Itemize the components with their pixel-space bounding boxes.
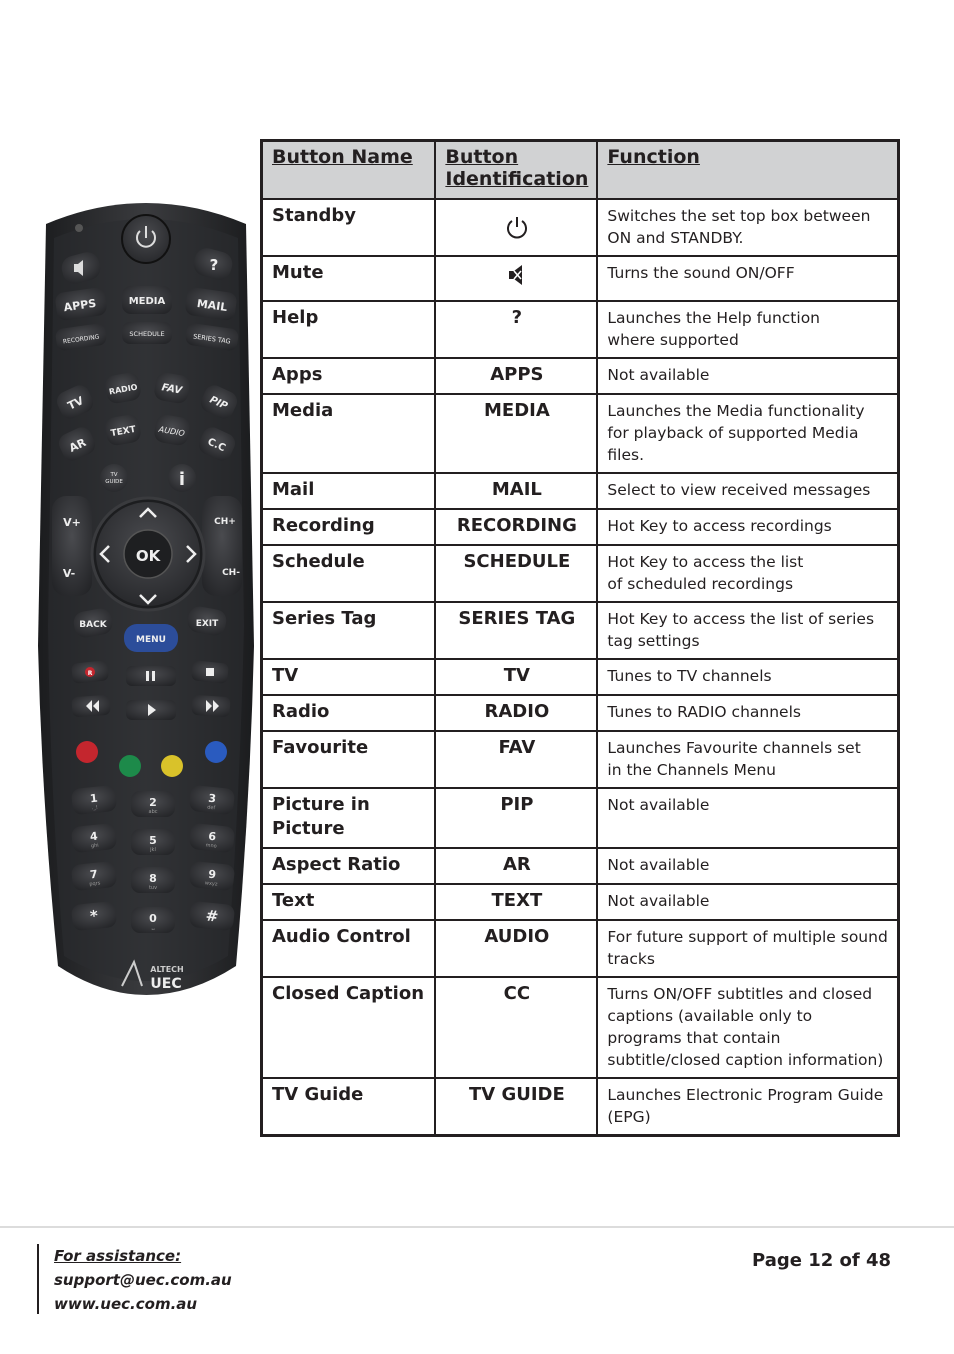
button-identification-cell: TEXT — [435, 884, 597, 920]
keypad-key-number: 0 — [149, 912, 157, 925]
yellow-button — [161, 755, 183, 777]
button-identification-cell: PIP — [435, 788, 597, 848]
assistance-label: For assistance: — [54, 1247, 182, 1265]
keypad-key-letters: jkl — [150, 847, 156, 853]
remote-control-image — [36, 186, 256, 1016]
keypad-key — [189, 901, 235, 931]
tv-guide-label-2: GUIDE — [105, 479, 123, 485]
keypad-key — [71, 823, 117, 853]
power-icon — [505, 214, 529, 240]
exit-label: EXIT — [195, 619, 219, 629]
button-name-cell: Closed Caption — [262, 977, 436, 1078]
button-name-cell: Mail — [262, 473, 436, 509]
pause-icon — [146, 671, 149, 681]
brand-small-label: ALTECH — [150, 965, 184, 974]
table-row — [262, 920, 899, 977]
keypad-key — [131, 829, 175, 855]
button-name-cell: Favourite — [262, 731, 436, 788]
keypad-key-number: 6 — [207, 829, 217, 844]
button-name-cell: Standby — [262, 199, 436, 256]
vol-down-label: V- — [62, 567, 76, 580]
keypad-key-letters: tuv — [148, 885, 158, 891]
keypad-key-letters: ghi — [90, 842, 99, 850]
function-cell: Tunes to RADIO channels — [597, 695, 898, 731]
button-name-cell: Picture in Picture — [262, 788, 436, 848]
keypad-key — [189, 823, 235, 853]
table-row — [262, 509, 899, 545]
function-cell: Launches Electronic Program Guide (EPG) — [597, 1078, 898, 1136]
function-cell: Tunes to TV channels — [597, 659, 898, 695]
button-name-cell: Mute — [262, 256, 436, 301]
keypad-key-letters: mno — [205, 842, 218, 850]
button-name-cell: Recording — [262, 509, 436, 545]
function-cell: Not available — [597, 358, 898, 394]
header-button-name: Button Name — [262, 141, 436, 199]
vol-up-label: V+ — [63, 516, 81, 529]
button-identification-cell: TV GUIDE — [435, 1078, 597, 1136]
button-name-cell: Media — [262, 394, 436, 473]
button-name-cell: TV Guide — [262, 1078, 436, 1136]
function-cell: Hot Key to access recordings — [597, 509, 898, 545]
footer-accent-bar — [37, 1244, 39, 1314]
table-row — [262, 659, 899, 695]
button-identification-cell: RADIO — [435, 695, 597, 731]
rec-label: R — [87, 670, 93, 677]
function-cell: Not available — [597, 788, 898, 848]
button-identification-cell: SCHEDULE — [435, 545, 597, 602]
audio-label: AUDIO — [158, 424, 186, 439]
button-identification-cell: ? — [435, 301, 597, 358]
ok-label: OK — [135, 547, 161, 565]
help-label: ? — [209, 256, 219, 274]
table-row — [262, 358, 899, 394]
tv-guide-label-1: TV — [110, 472, 118, 478]
keypad-key-letters: abc — [148, 809, 158, 815]
button-identification-cell — [435, 256, 597, 301]
footer-contact — [54, 1244, 232, 1316]
button-name-cell: TV — [262, 659, 436, 695]
radio-label: RADIO — [108, 382, 139, 397]
button-identification-cell: AR — [435, 848, 597, 884]
button-name-cell: Help — [262, 301, 436, 358]
button-identification-cell: SERIES TAG — [435, 602, 597, 659]
keypad-key-letters: ._! — [91, 804, 99, 812]
keypad-key-letters: def — [206, 804, 216, 812]
button-name-cell: Aspect Ratio — [262, 848, 436, 884]
keypad-key — [71, 861, 117, 891]
button-name-cell: Series Tag — [262, 602, 436, 659]
keypad-key-letters: pqrs — [89, 880, 101, 888]
keypad-key-letters: wxyz — [204, 880, 218, 888]
keypad-key-number: * — [89, 906, 99, 926]
keypad-key-letters: ␣ — [151, 925, 155, 931]
table-row — [262, 394, 899, 473]
keypad-key-number: 7 — [89, 867, 99, 882]
function-cell: Launches the Media functionality for playback of supported Media files. — [597, 394, 898, 473]
menu-label: MENU — [136, 635, 166, 645]
table-row — [262, 977, 899, 1078]
keypad-key-number: 3 — [207, 791, 217, 806]
table-row — [262, 848, 899, 884]
keypad-key-number: 8 — [149, 872, 157, 885]
keypad-key-number: 9 — [207, 867, 217, 882]
function-cell: Select to view received messages — [597, 473, 898, 509]
button-identification-cell: FAV — [435, 731, 597, 788]
button-name-cell: Apps — [262, 358, 436, 394]
blue-button — [205, 741, 227, 763]
function-cell: Hot Key to access the list of series tag settings — [597, 602, 898, 659]
keypad-key — [189, 785, 235, 815]
support-email-link[interactable]: support@uec.com.au — [54, 1271, 232, 1289]
button-identification-cell: MAIL — [435, 473, 597, 509]
button-identification-cell: CC — [435, 977, 597, 1078]
button-name-cell: Radio — [262, 695, 436, 731]
function-cell: Switches the set top box between ON and STANDBY. — [597, 199, 898, 256]
function-cell: For future support of multiple sound tracks — [597, 920, 898, 977]
info-label: i — [178, 469, 186, 490]
keypad-key-number: 4 — [89, 829, 99, 844]
table-header-row — [262, 141, 899, 199]
button-identification-cell: AUDIO — [435, 920, 597, 977]
keypad-key-number: 1 — [89, 791, 99, 806]
apps-label: APPS — [62, 296, 97, 315]
header-button-identification: Button Identification — [435, 141, 597, 199]
table-row — [262, 602, 899, 659]
function-cell: Not available — [597, 884, 898, 920]
pip-label: PIP — [207, 394, 230, 413]
page-number: Page 12 of 48 — [752, 1250, 892, 1271]
table-row — [262, 545, 899, 602]
function-cell: Launches the Help function where supported — [597, 301, 898, 358]
table-row — [262, 256, 899, 301]
keypad-key-number: # — [204, 906, 220, 926]
tv-label: TV — [65, 394, 86, 413]
function-cell: Turns the sound ON/OFF — [597, 256, 898, 301]
table-row — [262, 301, 899, 358]
keypad-key — [71, 785, 117, 815]
ch-up-label: CH+ — [214, 517, 236, 527]
function-cell: Turns ON/OFF subtitles and closed captions (available only to programs that contain subtitle/closed caption information) — [597, 977, 898, 1078]
keypad-key — [131, 907, 175, 933]
header-function: Function — [597, 141, 898, 199]
function-cell: Launches Favourite channels set in the Channels Menu — [597, 731, 898, 788]
stop-icon — [206, 668, 214, 676]
fav-label: FAV — [160, 382, 183, 397]
table-row — [262, 473, 899, 509]
button-identification-cell: MEDIA — [435, 394, 597, 473]
green-button — [119, 755, 141, 777]
mute-icon — [507, 263, 527, 287]
media-label: MEDIA — [128, 296, 166, 307]
power-button — [122, 215, 170, 263]
red-button — [76, 741, 98, 763]
table-row — [262, 199, 899, 256]
function-cell: Not available — [597, 848, 898, 884]
table-row — [262, 731, 899, 788]
button-identification-cell: APPS — [435, 358, 597, 394]
footer-divider — [0, 1226, 954, 1228]
button-identification-cell: RECORDING — [435, 509, 597, 545]
keypad-key — [189, 861, 235, 891]
keypad-key-number: 2 — [149, 796, 157, 809]
button-identification-cell — [435, 199, 597, 256]
button-name-cell: Audio Control — [262, 920, 436, 977]
series-tag-label: SERIES TAG — [192, 332, 232, 346]
function-cell: Hot Key to access the list of scheduled recordings — [597, 545, 898, 602]
text-label: TEXT — [109, 424, 137, 440]
ch-down-label: CH- — [222, 568, 240, 578]
ar-label: AR — [67, 435, 89, 455]
schedule-label: SCHEDULE — [129, 330, 165, 338]
table-row — [262, 884, 899, 920]
keypad-key — [131, 791, 175, 817]
keypad-key-number: 5 — [149, 834, 157, 847]
button-name-cell: Text — [262, 884, 436, 920]
website-link[interactable]: www.uec.com.au — [54, 1295, 198, 1313]
table-row — [262, 1078, 899, 1136]
table-row — [262, 788, 899, 848]
mail-label: MAIL — [196, 296, 229, 315]
keypad-key — [71, 901, 117, 931]
recording-label: RECORDING — [62, 333, 100, 346]
cc-label: C.C — [205, 436, 228, 455]
keypad-key — [131, 867, 175, 893]
button-function-table — [260, 139, 900, 1137]
button-name-cell: Schedule — [262, 545, 436, 602]
back-label: BACK — [79, 620, 107, 630]
brand-large-label: UEC — [150, 976, 182, 992]
table-row — [262, 695, 899, 731]
button-identification-cell: TV — [435, 659, 597, 695]
